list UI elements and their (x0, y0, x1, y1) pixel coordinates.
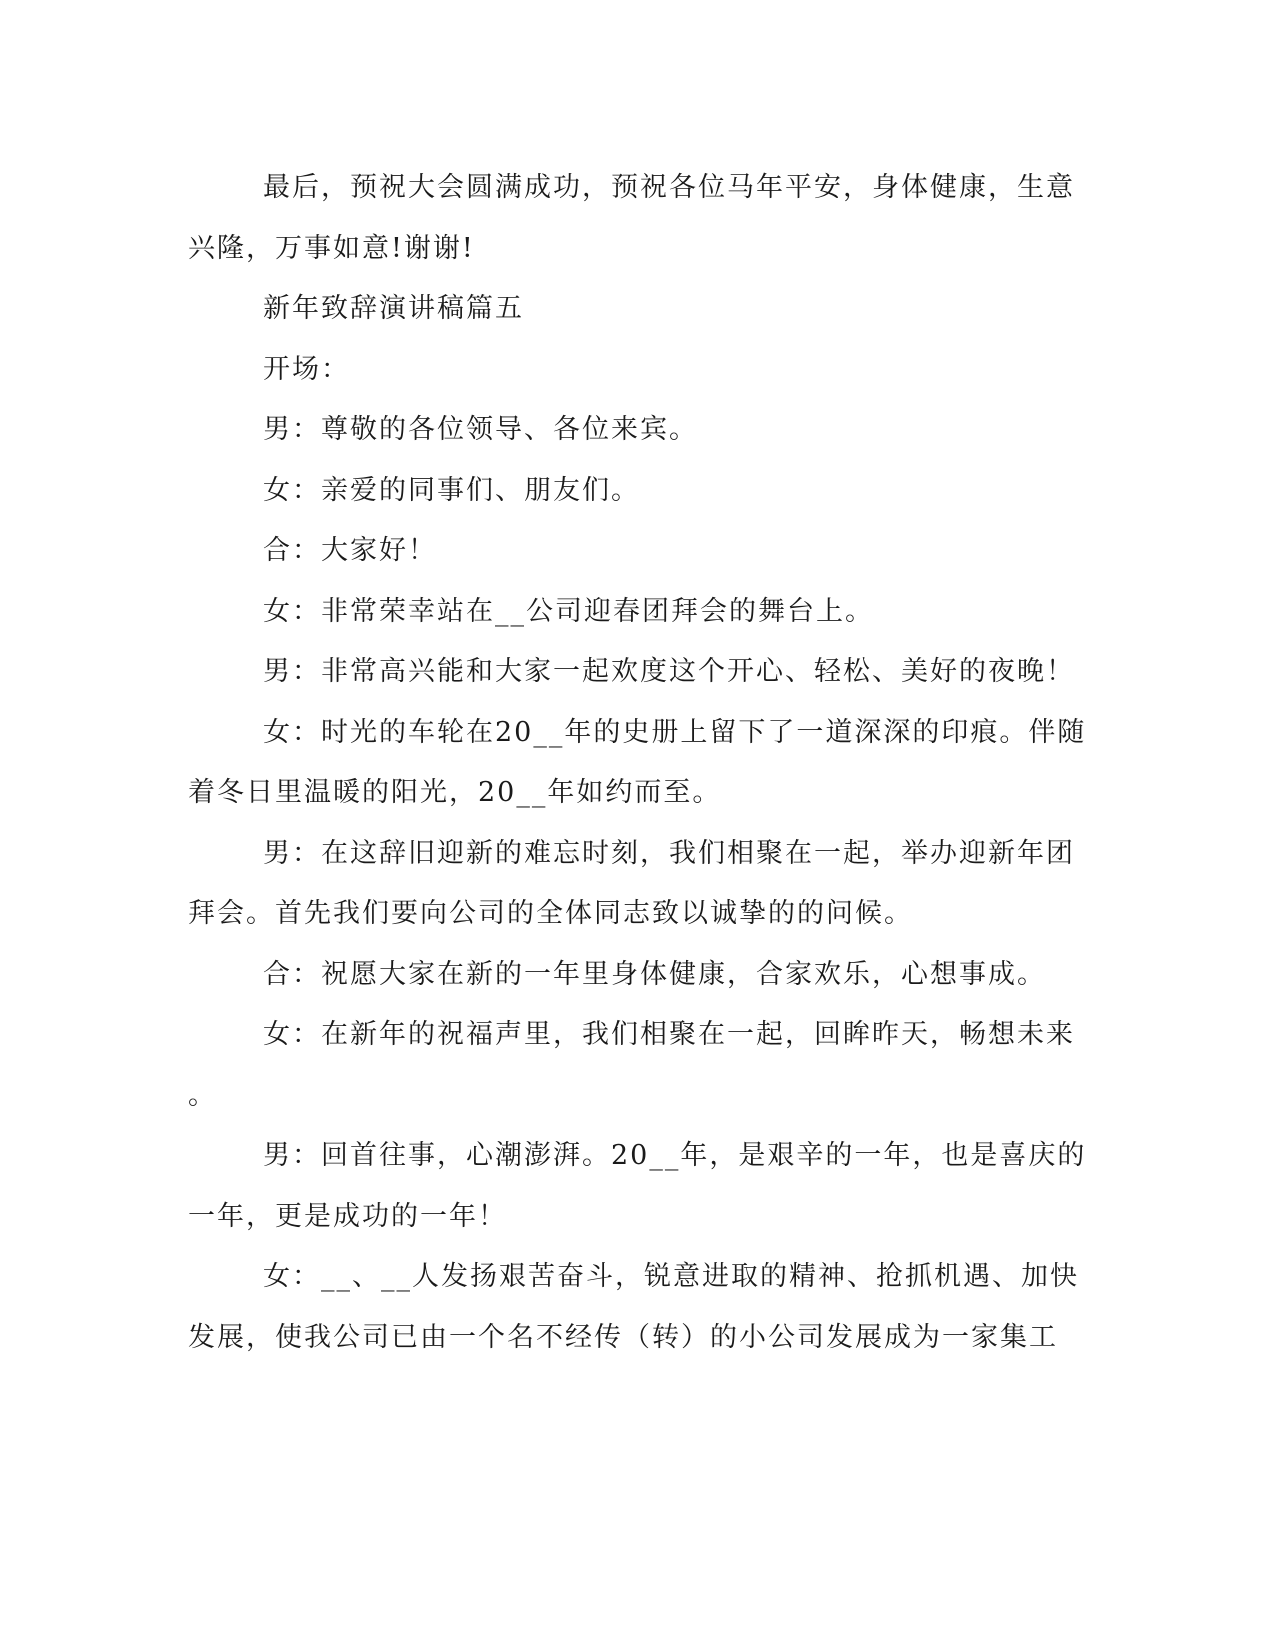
text-line: 男：在这辞旧迎新的难忘时刻，我们相聚在一起，举办迎新年团 (263, 837, 1075, 869)
text-line: 发展，使我公司已由一个名不经传（转）的小公司发展成为一家集工 (188, 1321, 1058, 1353)
text-line: 男：回首往事，心潮澎湃。20__年，是艰辛的一年，也是喜庆的 (263, 1140, 1087, 1171)
section-heading: 新年致辞演讲稿篇五 (263, 293, 524, 324)
text-line: 着冬日里温暖的阳光，20__年如约而至。 (188, 777, 722, 808)
text-line: 拜会。首先我们要向公司的全体同志致以诚挚的的问候。 (188, 898, 913, 929)
text-line: 合：祝愿大家在新的一年里身体健康，合家欢乐，心想事成。 (263, 958, 1046, 990)
text-line: 女：在新年的祝福声里，我们相聚在一起，回眸昨天，畅想未来 (263, 1019, 1075, 1050)
text-line: 开场： (263, 353, 350, 385)
text-line: 女：__、__人发扬艰苦奋斗，锐意进取的精神、抢抓机遇、加快 (263, 1261, 1079, 1292)
text-line: 合：大家好！ (263, 535, 437, 566)
text-line: 一年，更是成功的一年！ (188, 1200, 507, 1232)
text-line: 最后，预祝大会圆满成功，预祝各位马年平安，身体健康，生意 (263, 172, 1075, 203)
text-line: 。 (188, 1079, 217, 1111)
text-line: 女：非常荣幸站在__公司迎春团拜会的舞台上。 (263, 595, 874, 627)
text-line: 女：亲爱的同事们、朋友们。 (263, 474, 640, 506)
text-line: 男：非常高兴能和大家一起欢度这个开心、轻松、美好的夜晚！ (263, 656, 1075, 687)
text-line: 女：时光的车轮在20__年的史册上留下了一道深深的印痕。伴随 (263, 716, 1087, 748)
text-line: 男：尊敬的各位领导、各位来宾。 (263, 414, 698, 445)
text-line: 兴隆，万事如意!谢谢! (188, 232, 475, 264)
document-body (188, 158, 1087, 1368)
